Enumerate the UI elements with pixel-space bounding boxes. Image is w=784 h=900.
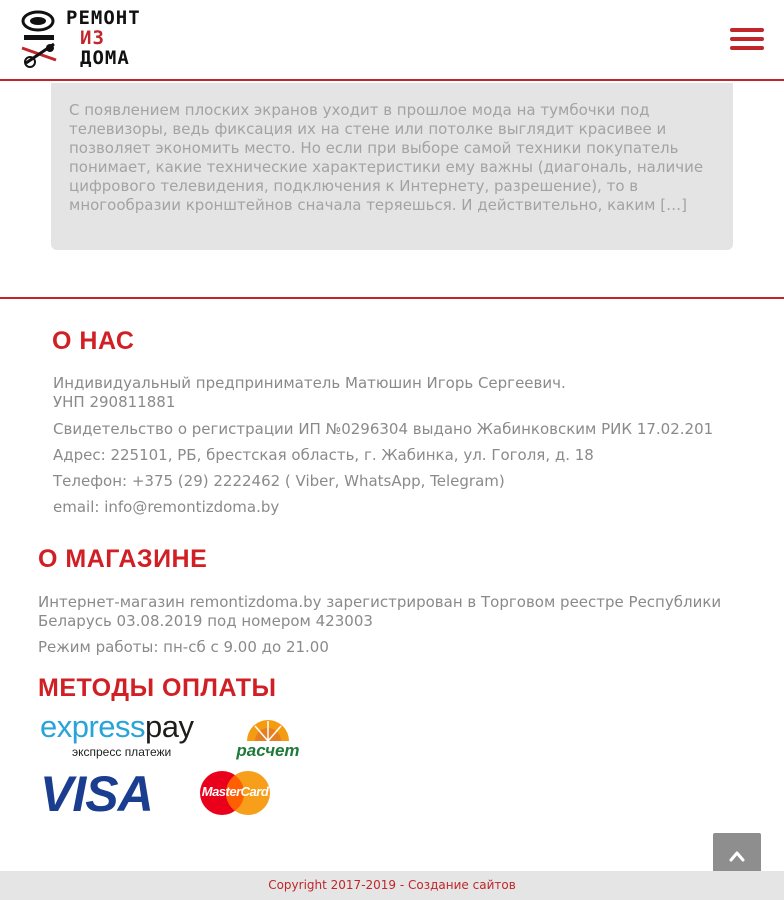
raschet-wordmark: расчет: [236, 741, 300, 760]
logo-line1: РЕМОНТ: [66, 7, 141, 29]
copyright: [0, 877, 784, 893]
mastercard-wordmark: MasterCard: [201, 784, 269, 799]
site-logo[interactable]: [20, 8, 160, 72]
about-line-certificate: Свидетельство о регистрации ИП №0296304 выдано Жабинковским РИК 17.02.201: [53, 420, 714, 438]
shop-line-register: Интернет-магазин remontizdoma.by зарегистрирован в Торговом реестре Республики: [38, 593, 722, 611]
shop-line-hours: Режим работы: пн-сб с 9.00 до 21.00: [38, 638, 329, 656]
article-excerpt-text: С появлением плоских экранов уходит в прошлое мода на тумбочки под телевизоры, ведь фиксация их на стене или потолке выглядит красивее и позволяет экономить место. Но если при выборе самой техники покупатель понимает, какие технические характеристики ему важны (диагональ, наличие цифрового телевидения, подключения к Интернету, разрешение), то в многообразии кронштейнов сначала теряешься. И действительно, каким […]: [69, 101, 704, 214]
site-header: [0, 0, 784, 81]
expresspay-subtitle: экспресс платежи: [72, 745, 172, 759]
tools-icon: [20, 8, 66, 72]
hamburger-menu-icon[interactable]: [730, 28, 764, 54]
menu-bar: [730, 28, 764, 32]
payment-title: МЕТОДЫ ОПЛАТЫ: [38, 674, 277, 702]
about-line-phone: Телефон: +375 (29) 2222462 ( Viber, WhatsApp, Telegram): [53, 472, 505, 490]
about-line-email: email: info@remontizdoma.by: [53, 498, 280, 516]
menu-bar: [730, 46, 764, 50]
shop-line-register-date: Беларусь 03.08.2019 под номером 423003: [38, 612, 373, 630]
raschet-logo: [235, 713, 301, 761]
about-line-unp: УНП 290811881: [53, 393, 176, 411]
visa-logo: [40, 768, 185, 820]
logo-line2: ИЗ: [80, 27, 105, 49]
menu-bar: [730, 37, 764, 41]
logo-text: [66, 8, 166, 68]
about-line-address: Адрес: 225101, РБ, брестская область, г. Жабинка, ул. Гоголя, д. 18: [53, 446, 594, 464]
section-divider: [0, 297, 784, 299]
expresspay-logo: [40, 710, 220, 762]
mastercard-logo: [198, 770, 272, 816]
article-excerpt-card: [51, 83, 733, 250]
about-title: О НАС: [52, 327, 135, 355]
copyright-text: Copyright 2017-2019 -: [268, 878, 409, 892]
raschet-sun-icon: [235, 713, 301, 743]
site-creation-link[interactable]: Создание сайтов: [408, 878, 516, 892]
visa-wordmark: VISA: [40, 766, 153, 822]
logo-line3: ДОМА: [80, 47, 130, 69]
expresspay-wordmark: expresspay: [40, 709, 194, 744]
shop-title: О МАГАЗИНЕ: [38, 545, 208, 573]
about-line-entrepreneur: Индивидуальный предприниматель Матюшин Игорь Сергеевич.: [53, 374, 566, 392]
